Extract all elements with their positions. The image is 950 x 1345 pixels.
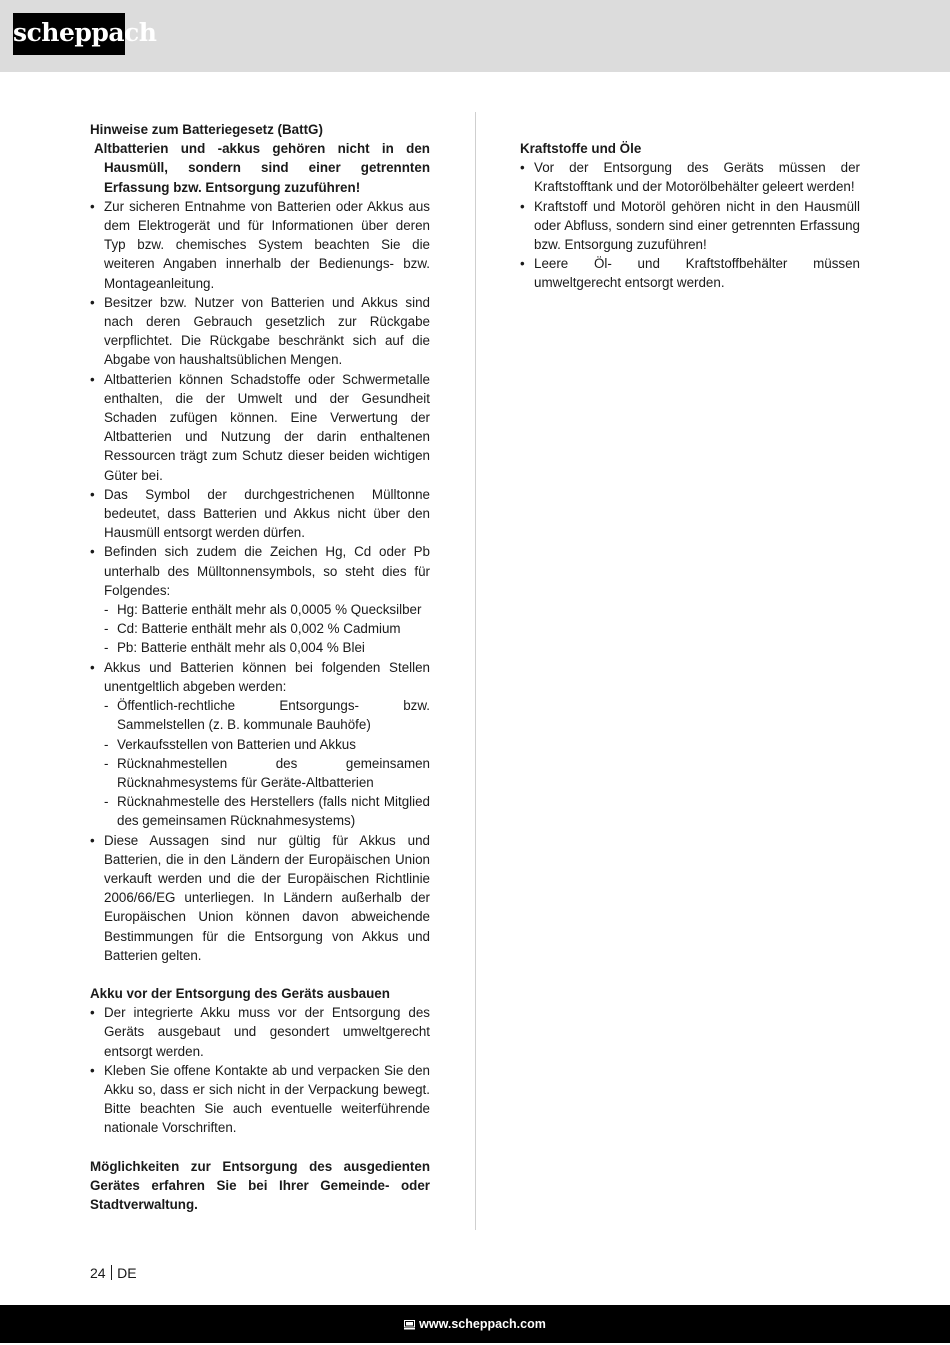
list-item: • Kleben Sie offene Kontakte ab und verpacken Sie den Akku so, dass er sich nicht in der Verpackung bewegt. Bitte beachten Sie auch eventuelle weiterführende nationale Vorschriften. <box>90 1061 430 1138</box>
return-points-list <box>104 696 430 830</box>
closing-note: Möglichkeiten zur Entsorgung des ausgedienten Gerätes erfahren Sie bei Ihrer Gemeinde- oder Stadtverwaltung. <box>90 1158 430 1212</box>
list-item: - Verkaufsstellen von Batterien und Akkus <box>104 735 430 754</box>
column-divider <box>475 112 476 1230</box>
list-item: • Leere Öl- und Kraftstoffbehälter müssen umweltgerecht entsorgt werden. <box>520 254 860 292</box>
page-header <box>0 0 950 72</box>
list-item: - Hg: Batterie enthält mehr als 0,0005 % Quecksilber <box>104 600 430 619</box>
right-column <box>520 139 860 293</box>
list-item: - Rücknahmestellen des gemeinsamen Rücknahmesystems für Geräte-Altbatterien <box>104 754 430 792</box>
page-language: DE <box>117 1265 137 1281</box>
list-item: • Diese Aussagen sind nur gültig für Akkus und Batterien, die in den Ländern der Europäischen Union verkauft werden und die der Europäischen Richtlinie 2006/66/EG unterliegen. In Ländern außerhalb der Europäischen Union können davon abweichende Bestimmungen für die Entsorgung von Akkus und Batterien gelten. <box>90 831 430 965</box>
list-item: - Rücknahmestelle des Herstellers (falls nicht Mitglied des gemeinsamen Rücknahmesystems) <box>104 792 430 830</box>
list-item: • Das Symbol der durchgestrichenen Mülltonne bedeutet, dass Batterien und Akkus nicht über den Hausmüll entsorgt werden dürfen. <box>90 485 430 543</box>
section-title-fuels-oils: Kraftstoffe und Öle <box>520 141 642 156</box>
list-item: • Befinden sich zudem die Zeichen Hg, Cd oder Pb unterhalb des Mülltonnensymbols, so steht dies für Folgendes: - Hg: Batterie enthält mehr als 0,0005 % Quecksilber - Cd: Batterie enthält mehr als 0,002 % Cadmium - Pb: Batterie enthält mehr als 0,004 % Blei <box>90 542 430 657</box>
list-item: • Akkus und Batterien können bei folgenden Stellen unentgeltlich abgeben werden: - Öffentlich-rechtliche Entsorgungs- bzw. Sammelstellen (z. B. kommunale Bauhöfe) - Verkaufsstellen von Batterien und Akkus - Rücknahmestellen des gemeinsamen Rücknahmesystems für Geräte-Altbatterien - Rücknahmestelle des Herstellers (falls nicht Mitglied des gemeinsamen Rücknahmesystems) <box>90 658 430 831</box>
left-column <box>90 120 430 1214</box>
list-item: • Zur sicheren Entnahme von Batterien oder Akkus aus dem Elektrogerät und für Informationen über deren Typ bzw. chemisches System beachten Sie die weiteren Angaben innerhalb der Bedienungs- bzw. Montageanleitung. <box>90 197 430 293</box>
list-item: - Cd: Batterie enthält mehr als 0,002 % Cadmium <box>104 619 430 638</box>
remove-battery-list <box>90 1003 430 1137</box>
battery-intro: Altbatterien und -akkus gehören nicht in den Hausmüll, sondern sind einer getrennten Erfassung bzw. Entsorgung zuzuführen! <box>94 141 430 195</box>
section-title-remove-battery: Akku vor der Entsorgung des Geräts ausbauen <box>90 985 390 1001</box>
battery-bullet-list <box>90 197 430 965</box>
page-number <box>90 1264 137 1282</box>
list-item: • Vor der Entsorgung des Geräts müssen der Kraftstofftank und der Motorölbehälter geleert werden! <box>520 158 860 196</box>
page-footer <box>0 1305 950 1343</box>
list-item: - Pb: Batterie enthält mehr als 0,004 % Blei <box>104 638 430 657</box>
list-item: • Kraftstoff und Motoröl gehören nicht in den Hausmüll oder Abfluss, sondern sind einer getrennten Erfassung bzw. Entsorgung zuzuführen! <box>520 197 860 255</box>
fuels-oils-list <box>520 158 860 292</box>
website-link[interactable]: www.scheppach.com <box>419 1317 546 1331</box>
symbol-list <box>104 600 430 658</box>
list-item: • Altbatterien können Schadstoffe oder Schwermetalle enthalten, die der Umwelt und der Gesundheit Schaden zufügen können. Eine Verwertung der Altbatterien und Nutzung der darin enthaltenen Ressourcen trägt zum Schutz dieser beiden wichtigen Güter bei. <box>90 370 430 485</box>
brand-logo: scheppach <box>13 13 125 55</box>
list-item: • Besitzer bzw. Nutzer von Batterien und Akkus sind nach deren Gebrauch gesetzlich zur Rückgabe verpflichtet. Die Rückgabe beschränkt sich auf die Abgabe von haushaltsüblichen Mengen. <box>90 293 430 370</box>
section-title-battery-law: Hinweise zum Batteriegesetz (BattG) <box>90 122 323 137</box>
page-number-value: 24 <box>90 1265 106 1281</box>
monitor-icon <box>404 1307 415 1345</box>
list-item: • Der integrierte Akku muss vor der Entsorgung des Geräts ausgebaut und gesondert umweltgerecht entsorgt werden. <box>90 1003 430 1061</box>
list-item: - Öffentlich-rechtliche Entsorgungs- bzw. Sammelstellen (z. B. kommunale Bauhöfe) <box>104 696 430 734</box>
